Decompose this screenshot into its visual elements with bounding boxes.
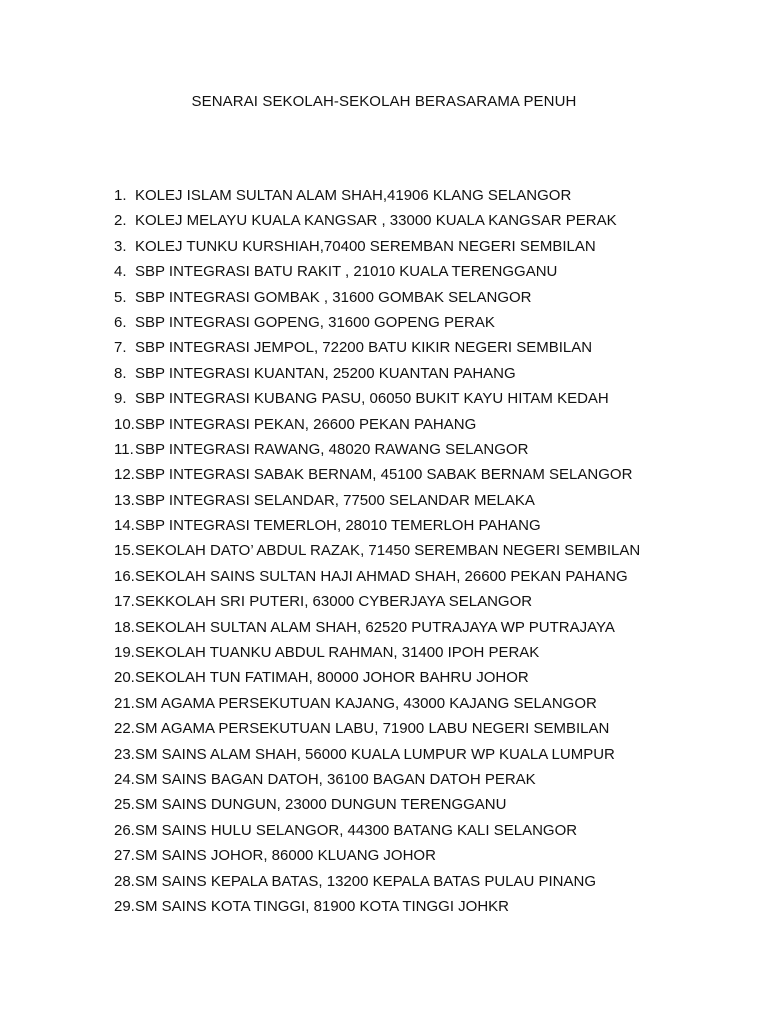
list-item [114,818,640,843]
item-number: 5. [114,288,127,306]
list-item [114,259,640,284]
item-text: SM SAINS HULU SELANGOR, 44300 BATANG KALI SELANGOR [135,821,578,839]
item-text: SBP INTEGRASI JEMPOL, 72200 BATU KIKIR NEGERI SEMBILAN [135,339,593,357]
item-number: 23. [114,745,135,763]
item-number: 10. [114,415,135,433]
item-text: SBP INTEGRASI TEMERLOH, 28010 TEMERLOH PAHANG [135,517,541,535]
list-item [114,589,640,614]
item-text: SEKOLAH DATO’ ABDUL RAZAK, 71450 SEREMBAN NEGERI SEMBILAN [135,542,641,560]
item-number: 19. [114,644,135,662]
item-text: KOLEJ MELAYU KUALA KANGSAR , 33000 KUALA KANGSAR PERAK [135,212,617,230]
item-text: SM SAINS DUNGUN, 23000 DUNGUN TERENGGANU [135,796,507,814]
item-number: 3. [114,237,127,255]
item-number: 21. [114,694,135,712]
item-text: SBP INTEGRASI KUANTAN, 25200 KUANTAN PAHANG [135,364,516,382]
list-item [114,640,640,665]
item-text: SM SAINS KOTA TINGGI, 81900 KOTA TINGGI JOHKR [135,897,509,915]
list-item [114,462,640,487]
item-text: SM SAINS ALAM SHAH, 56000 KUALA LUMPUR WP KUALA LUMPUR [135,745,615,763]
item-number: 13. [114,491,135,509]
item-text: SBP INTEGRASI KUBANG PASU, 06050 BUKIT KAYU HITAM KEDAH [135,390,609,408]
item-number: 28. [114,872,135,890]
item-text: SBP INTEGRASI SABAK BERNAM, 45100 SABAK BERNAM SELANGOR [135,466,633,484]
item-number: 15. [114,542,135,560]
list-item [114,513,640,538]
item-text: SBP INTEGRASI GOMBAK , 31600 GOMBAK SELANGOR [135,288,532,306]
list-item [114,615,640,640]
item-number: 27. [114,847,135,865]
item-number: 29. [114,897,135,915]
item-number: 6. [114,313,127,331]
list-item [114,564,640,589]
item-number: 22. [114,720,135,738]
item-text: KOLEJ ISLAM SULTAN ALAM SHAH,41906 KLANG SELANGOR [135,187,572,204]
item-number: 8. [114,364,127,382]
list-item [114,665,640,690]
item-text: SBP INTEGRASI BATU RAKIT , 21010 KUALA TERENGGANU [135,263,558,281]
item-number: 12. [114,466,135,484]
item-text: SM SAINS JOHOR, 86000 KLUANG JOHOR [135,847,436,865]
list-item [114,386,640,411]
item-number: 20. [114,669,135,687]
item-text: SBP INTEGRASI GOPENG, 31600 GOPENG PERAK [135,313,495,331]
item-number: 2. [114,212,127,230]
list-item [114,742,640,767]
list-item [114,843,640,868]
item-text: SBP INTEGRASI RAWANG, 48020 RAWANG SELANGOR [135,440,529,458]
item-text: SEKOLAH TUANKU ABDUL RAHMAN, 31400 IPOH PERAK [135,644,540,662]
list-item [114,538,640,563]
item-text: SBP INTEGRASI SELANDAR, 77500 SELANDAR MELAKA [135,491,535,509]
item-number: 9. [114,390,127,408]
list-item [114,437,640,462]
item-text: KOLEJ TUNKU KURSHIAH,70400 SEREMBAN NEGERI SEMBILAN [135,237,596,255]
item-number: 7. [114,339,127,357]
item-text: SM SAINS BAGAN DATOH, 36100 BAGAN DATOH PERAK [135,770,536,788]
list-item [114,208,640,233]
list-item [114,716,640,741]
list-item [114,310,640,335]
item-text: SEKOLAH SAINS SULTAN HAJI AHMAD SHAH, 26600 PEKAN PAHANG [135,567,628,585]
list-item [114,894,640,919]
item-number: 14. [114,517,135,535]
item-text: SEKKOLAH SRI PUTERI, 63000 CYBERJAYA SELANGOR [135,593,533,611]
item-text: SM AGAMA PERSEKUTUAN KAJANG, 43000 KAJANG SELANGOR [135,694,597,712]
list-item [114,183,640,208]
item-number: 16. [114,567,135,585]
item-text: SM AGAMA PERSEKUTUAN LABU, 71900 LABU NEGERI SEMBILAN [135,720,610,738]
item-number: 25. [114,796,135,814]
list-item [114,361,640,386]
item-number: 4. [114,263,127,281]
item-number: 24. [114,770,135,788]
item-number: 26. [114,821,135,839]
item-text: SEKOLAH TUN FATIMAH, 80000 JOHOR BAHRU JOHOR [135,669,529,687]
item-number: 18. [114,618,135,636]
list-item [114,767,640,792]
document-title: SENARAI SEKOLAH-SEKOLAH BERASARAMA PENUH [191,93,577,110]
item-number: 17. [114,593,135,611]
list-item [114,869,640,894]
list-item [114,691,640,716]
list-item [114,412,640,437]
item-number: 1. [114,187,127,204]
item-number: 11. [114,440,134,458]
school-list [114,183,640,919]
item-text: SBP INTEGRASI PEKAN, 26600 PEKAN PAHANG [135,415,477,433]
list-item [114,234,640,259]
list-item [114,488,640,513]
list-item [114,285,640,310]
item-text: SEKOLAH SULTAN ALAM SHAH, 62520 PUTRAJAYA WP PUTRAJAYA [135,618,615,636]
item-text: SM SAINS KEPALA BATAS, 13200 KEPALA BATAS PULAU PINANG [135,872,597,890]
list-item [114,792,640,817]
list-item [114,335,640,360]
